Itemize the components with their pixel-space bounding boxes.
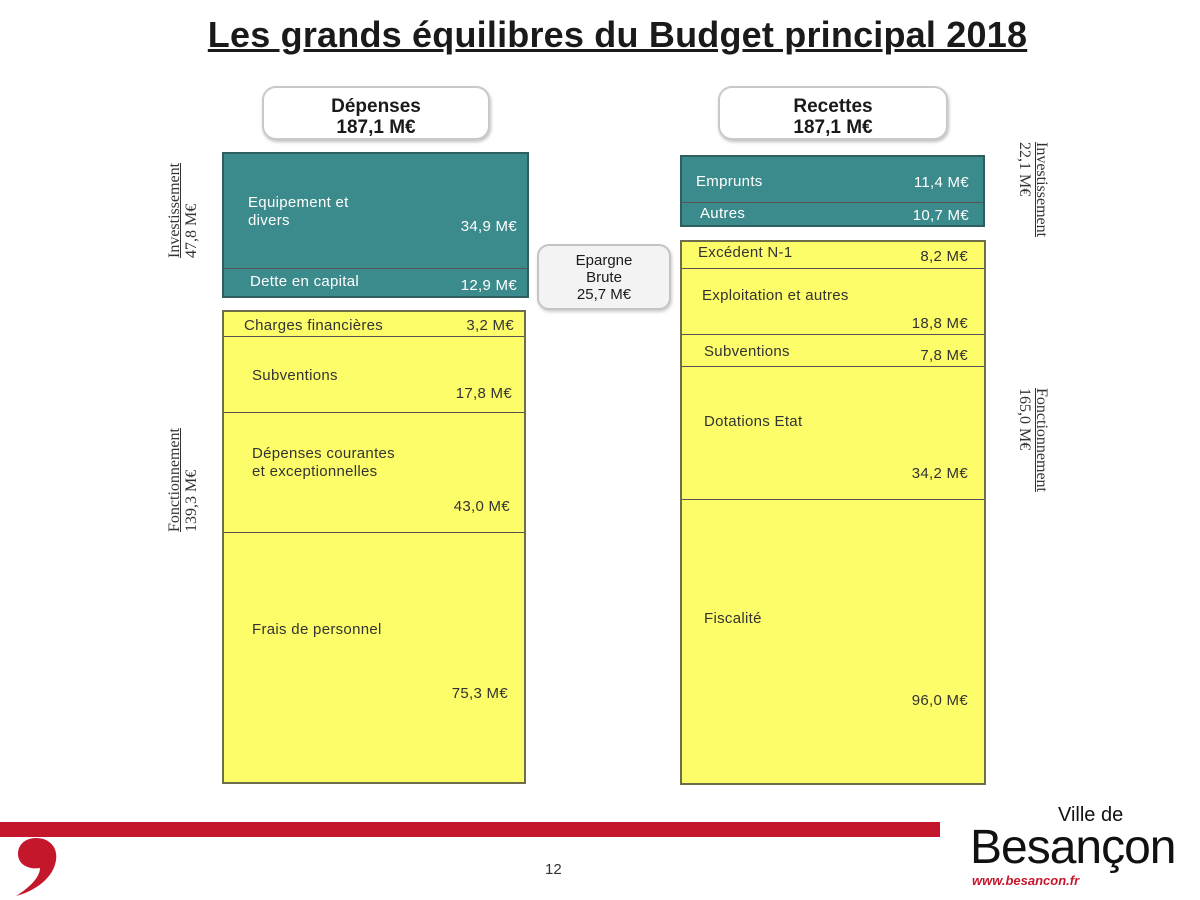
depenses-fonct-item-subventions — [224, 336, 524, 412]
item-value: 17,8 M€ — [455, 385, 512, 402]
logo-ville-de: Ville de — [1058, 804, 1124, 826]
recettes-investissement-block — [680, 155, 985, 227]
item-label: Subventions — [704, 343, 790, 360]
item-value: 7,8 M€ — [920, 347, 968, 364]
item-value: 12,9 M€ — [460, 277, 517, 294]
side-label-text: Investissement — [1033, 142, 1050, 238]
item-value: 11,4 M€ — [913, 174, 969, 191]
depenses-inv-item-equipement — [224, 154, 527, 268]
depenses-header-label: Dépenses — [331, 96, 421, 117]
item-value: 43,0 M€ — [453, 498, 510, 515]
item-label: Exploitation et autres — [702, 287, 849, 304]
recettes-inv-item-emprunts — [682, 157, 983, 202]
side-label-text: Investissement — [166, 162, 183, 258]
side-label-value: 139,3 M€ — [183, 469, 200, 532]
side-label-value: 165,0 M€ — [1016, 388, 1033, 451]
item-label: Frais de personnel — [252, 621, 382, 638]
item-value: 34,2 M€ — [911, 465, 968, 482]
recettes-fonct-item-dotations — [682, 366, 984, 499]
epargne-line1: Epargne — [575, 252, 633, 269]
item-value: 34,9 M€ — [460, 218, 517, 235]
recettes-inv-item-autres — [682, 202, 983, 225]
epargne-brute-box — [537, 244, 671, 310]
recettes-fonctionnement-side-label — [1016, 388, 1050, 492]
side-label-text: Fonctionnement — [1033, 388, 1050, 492]
item-value: 18,8 M€ — [911, 315, 968, 332]
item-label: Charges financières — [244, 317, 384, 334]
logo-url: www.besancon.fr — [972, 873, 1080, 888]
item-label: Dotations Etat — [704, 413, 803, 430]
item-label: Autres — [700, 205, 746, 222]
recettes-header — [718, 86, 948, 140]
item-value: 96,0 M€ — [911, 692, 968, 709]
side-label-text: Fonctionnement — [166, 428, 183, 532]
depenses-investissement-block — [222, 152, 529, 298]
side-label-value: 22,1 M€ — [1016, 142, 1033, 197]
depenses-header — [262, 86, 490, 140]
item-label: Subventions — [252, 367, 338, 384]
recettes-fonct-item-excedent — [682, 242, 984, 268]
recettes-fonct-item-exploitation — [682, 268, 984, 334]
item-label: Excédent N-1 — [698, 244, 793, 261]
recettes-fonctionnement-block — [680, 240, 986, 785]
recettes-fonct-item-fiscalite — [682, 499, 984, 783]
item-value: 75,3 M€ — [451, 685, 508, 702]
item-value: 10,7 M€ — [912, 207, 969, 224]
page-title: Les grands équilibres du Budget principal 2018 — [207, 14, 1028, 55]
item-label: Dette en capital — [250, 273, 360, 290]
item-label: Emprunts — [696, 173, 763, 190]
recettes-fonct-item-subventions — [682, 334, 984, 366]
epargne-line2: Brute — [586, 269, 622, 286]
epargne-value: 25,7 M€ — [576, 286, 632, 303]
depenses-fonctionnement-block — [222, 310, 526, 784]
comma-swirl-icon — [6, 836, 62, 898]
footer-red-bar — [0, 822, 940, 837]
item-label: Dépenses courantes et exceptionnelles — [252, 445, 395, 480]
side-label-value: 47,8 M€ — [183, 203, 200, 258]
depenses-inv-item-dette — [224, 268, 527, 296]
item-label: Fiscalité — [704, 610, 762, 627]
item-value: 3,2 M€ — [466, 317, 514, 334]
depenses-fonctionnement-side-label — [166, 428, 200, 532]
depenses-header-value: 187,1 M€ — [336, 117, 416, 138]
item-value: 8,2 M€ — [920, 248, 968, 265]
recettes-investissement-side-label — [1016, 142, 1050, 237]
depenses-fonct-item-personnel — [224, 532, 524, 782]
page-number: 12 — [545, 861, 562, 878]
logo-besancon: Besançon — [970, 821, 1176, 874]
recettes-header-value: 187,1 M€ — [793, 117, 873, 138]
recettes-header-label: Recettes — [793, 96, 873, 117]
depenses-fonct-item-courantes — [224, 412, 524, 532]
depenses-fonct-item-charges — [224, 312, 524, 336]
depenses-investissement-side-label — [166, 163, 200, 258]
item-label: Equipement et divers — [248, 194, 349, 229]
